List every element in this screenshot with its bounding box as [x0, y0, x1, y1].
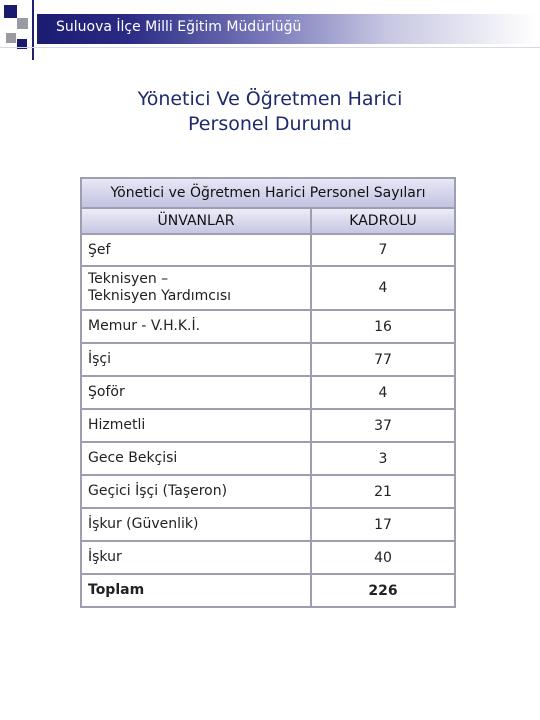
table-row: [82, 509, 454, 542]
header-vertical-rule: [32, 0, 34, 60]
row-count: 40: [374, 549, 392, 566]
total-label: Toplam: [82, 575, 312, 606]
row-count: 4: [378, 384, 388, 401]
row-title: Şoför: [82, 377, 312, 408]
row-title: Gece Bekçisi: [82, 443, 312, 474]
header-square-dark-1: [4, 5, 17, 18]
row-title: İşkur (Güvenlik): [82, 509, 312, 540]
page-title-line-1: Yönetici Ve Öğretmen Harici: [137, 88, 403, 110]
row-count: 21: [374, 483, 392, 500]
table-header-row: [82, 209, 454, 235]
row-title: İşkur: [82, 542, 312, 573]
row-title: Memur - V.H.K.İ.: [82, 311, 312, 342]
table-row: [82, 410, 454, 443]
row-count: 77: [374, 351, 392, 368]
total-value: 226: [368, 582, 398, 599]
column-header-titles: ÜNVANLAR: [82, 209, 312, 233]
row-count: 16: [374, 318, 392, 335]
table-row: [82, 344, 454, 377]
row-title: İşçi: [82, 344, 312, 375]
column-header-count: KADROLU: [312, 209, 454, 233]
row-count: 17: [374, 516, 392, 533]
page-title: [0, 87, 540, 137]
table-caption: Yönetici ve Öğretmen Harici Personel Sayıları: [82, 179, 454, 209]
personnel-table: [80, 177, 456, 608]
header-square-gray-2: [6, 33, 16, 43]
table-row: [82, 311, 454, 344]
table-body: [82, 235, 454, 606]
header-horizontal-rule: [0, 47, 540, 48]
page-title-line-2: Personel Durumu: [188, 113, 352, 135]
header-title: Suluova İlçe Milli Eğitim Müdürlüğü: [56, 19, 302, 35]
table-row: [82, 443, 454, 476]
row-count: 3: [378, 450, 388, 467]
row-count: 37: [374, 417, 392, 434]
row-title: Geçici İşçi (Taşeron): [82, 476, 312, 507]
row-count: 7: [378, 242, 388, 258]
table-total-row: [82, 575, 454, 606]
row-title: Hizmetli: [82, 410, 312, 441]
table-row: [82, 267, 454, 311]
table-row: [82, 476, 454, 509]
row-title: Teknisyen – Teknisyen Yardımcısı: [82, 267, 312, 309]
table-row: [82, 542, 454, 575]
row-count: 4: [378, 280, 388, 296]
table-row: [82, 377, 454, 410]
table-row: [82, 235, 454, 267]
header-square-gray-1: [17, 18, 28, 29]
row-title: Şef: [82, 235, 312, 265]
